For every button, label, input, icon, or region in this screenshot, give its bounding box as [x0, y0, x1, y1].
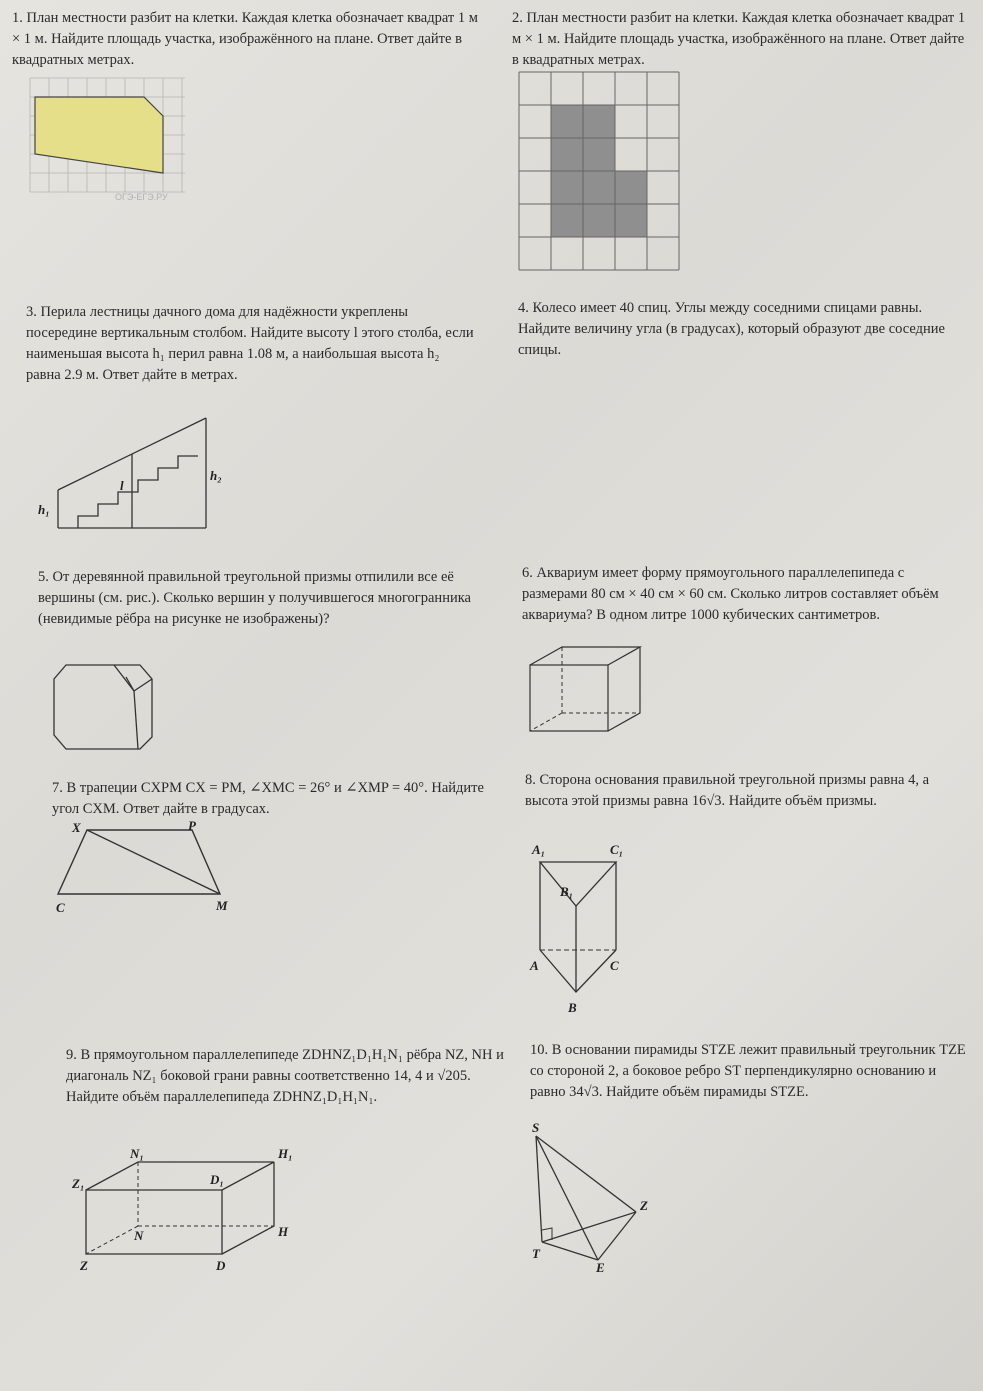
problem-2-figure [519, 72, 679, 272]
problem-5-text: 5. От деревянной правильной треугольной призмы отпилили все её вершины (см. рис.). Сколько вершин у получившегося многогранника (невидимые рёбра на рисунке не изображены)? [38, 569, 471, 627]
vertex-H1: H₁ [278, 1146, 293, 1161]
problem-5 [38, 567, 498, 630]
problem-10-text: 10. В основании пирамиды STZE лежит правильный треугольник TZE со стороной 2, а боковое ребро ST перпендикулярно основанию и равно 34√3. Найдите объём пирамиды STZE. [530, 1042, 966, 1100]
problem-10-figure [528, 1120, 658, 1275]
hidden-edges [530, 647, 640, 731]
vertex-X: X [72, 820, 81, 835]
vertex-N: N [134, 1228, 144, 1243]
aquarium-box [530, 647, 640, 731]
vertex-T: T [532, 1246, 540, 1261]
vertex-P: P [188, 818, 196, 833]
problem-9-text: 9. В прямоугольном параллелепипеде ZDHNZ₁D₁H₁N₁ рёбра NZ, NH и диагональ NZ₁ боковой грани равны соответственно 14, 4 и √205. Найдите объём параллелепипеда ZDHNZ₁D₁H₁N₁. [66, 1047, 504, 1105]
parallelepiped [86, 1162, 274, 1254]
vertex-C1: C₁ [610, 842, 624, 857]
vertex-E: E [596, 1260, 605, 1275]
vertex-C: C [56, 900, 65, 915]
problem-3-text: 3. Перила лестницы дачного дома для надёжности укреплены посередине вертикальным столбом. Найдите высоту l этого столба, если наименьшая высота h₁ перил равна 1.08 м, а наибольшая высота h₂ равна 2.9 м. Ответ дайте в метрах. [26, 304, 474, 383]
trapezoid [58, 830, 220, 894]
grid-lines [519, 72, 679, 270]
pyramid [536, 1136, 636, 1260]
problem-9-figure [72, 1148, 297, 1273]
problem-3-figure [30, 418, 250, 533]
vertex-D: D [216, 1258, 226, 1273]
vertex-A: A [530, 958, 539, 973]
vertex-C: C [610, 958, 619, 973]
problem-7 [52, 778, 492, 820]
problem-6-figure [528, 645, 643, 735]
vertex-A1: A₁ [532, 842, 546, 857]
label-h2: h₂ [210, 468, 222, 483]
problem-5-figure [48, 657, 158, 757]
problem-8 [525, 770, 970, 812]
problem-4-text: 4. Колесо имеет 40 спиц. Углы между соседними спицами равны. Найдите величину угла (в градусах), который образуют две соседние спицы. [518, 300, 945, 358]
problem-4 [518, 298, 968, 361]
problem-2-text: 2. План местности разбит на клетки. Каждая клетка обозначает квадрат 1 м × 1 м. Найдите площадь участка, изображённого на плане. Ответ дайте в квадратных метрах. [512, 10, 966, 68]
problem-1-figure [30, 78, 190, 203]
problem-8-text: 8. Сторона основания правильной треугольной призмы равна 4, а высота этой призмы равна 16√3. Найдите объём призмы. [525, 772, 930, 809]
truncated-prism [54, 665, 152, 749]
problem-3 [26, 302, 476, 386]
problem-8-figure [528, 832, 643, 1017]
vertex-D1: D₁ [210, 1172, 224, 1187]
triangular-prism [540, 862, 616, 992]
plot-shape [35, 97, 163, 173]
vertex-Z: Z [80, 1258, 88, 1273]
vertex-B1: B₁ [560, 884, 574, 899]
label-h1: h₁ [38, 502, 50, 517]
vertex-S: S [532, 1120, 540, 1135]
hidden-edges [86, 1162, 274, 1254]
vertex-M: M [216, 898, 228, 913]
vertex-Z: Z [640, 1198, 648, 1213]
label-l: l [120, 478, 124, 493]
problem-6 [522, 563, 972, 626]
problem-2 [512, 8, 972, 71]
vertex-H: H [278, 1224, 289, 1239]
watermark: ОГЭ-ЕГЭ.РУ [115, 192, 168, 202]
problem-10 [530, 1040, 970, 1103]
stairs-drawing [58, 418, 206, 528]
problem-9 [66, 1045, 511, 1108]
problem-7-text: 7. В трапеции CXPM CX = PM, ∠XMC = 26° и ∠XMP = 40°. Найдите угол CXM. Ответ дайте в градусах. [52, 780, 484, 817]
vertex-B: B [568, 1000, 577, 1015]
vertex-Z1: Z₁ [72, 1176, 85, 1191]
vertex-N1: N₁ [130, 1146, 144, 1161]
problem-7-figure [52, 818, 242, 915]
problem-1 [12, 8, 482, 71]
problem-6-text: 6. Аквариум имеет форму прямоугольного параллелепипеда с размерами 80 см × 40 см × 60 см. Сколько литров составляет объём аквариума? В одном литре 1000 кубических сантиметров. [522, 565, 939, 623]
problem-1-text: 1. План местности разбит на клетки. Каждая клетка обозначает квадрат 1 м × 1 м. Найдите площадь участка, изображённого на плане. Ответ дайте в квадратных метрах. [12, 10, 478, 68]
